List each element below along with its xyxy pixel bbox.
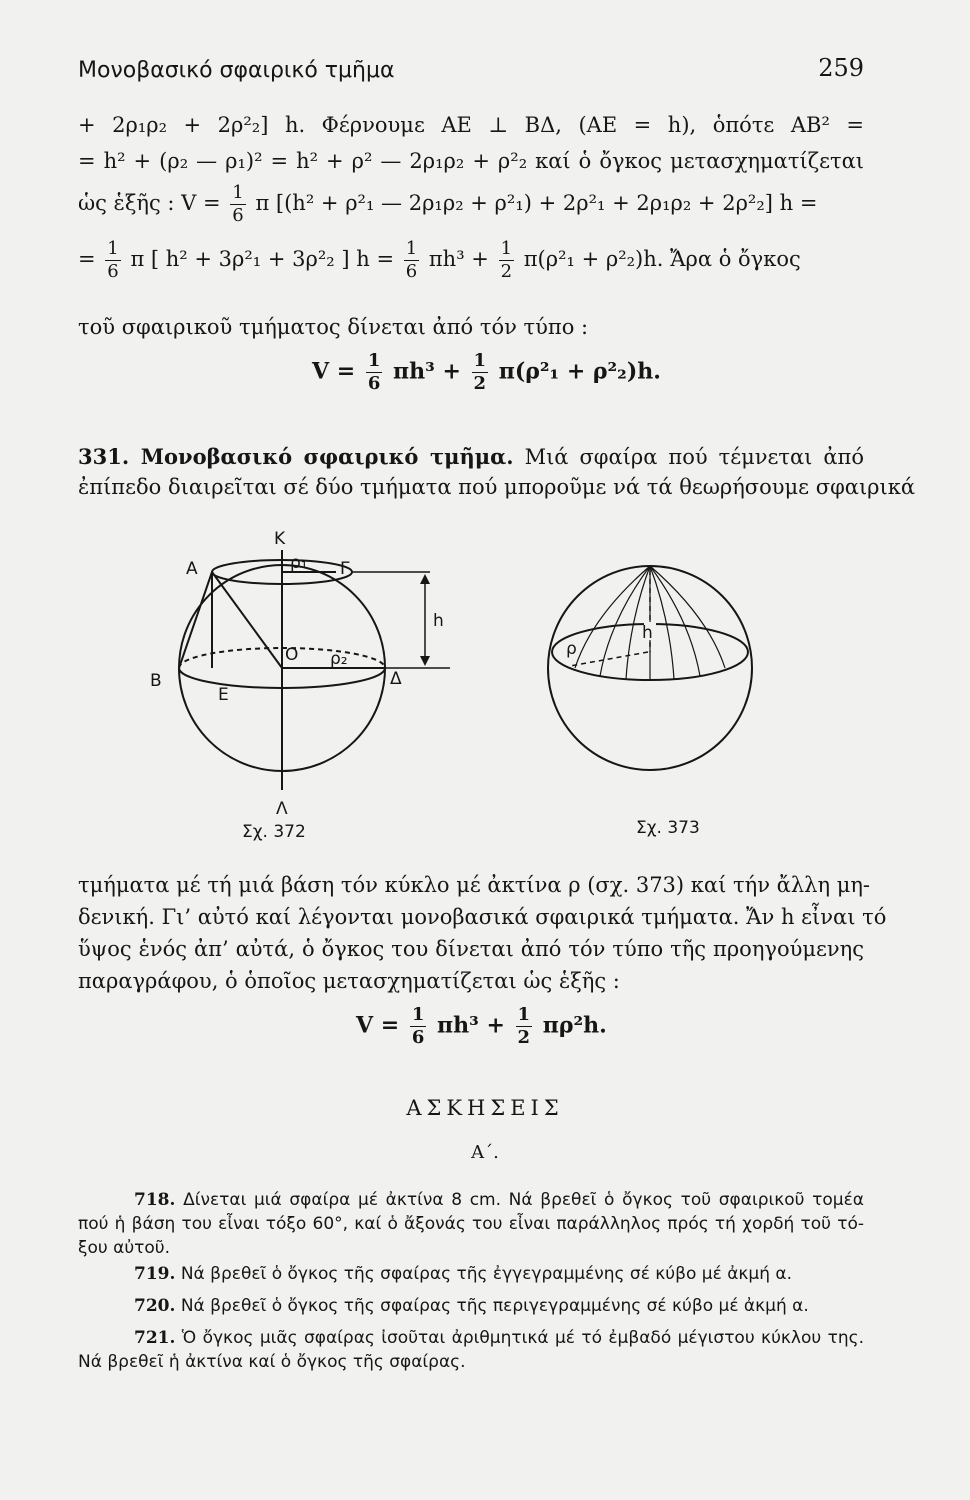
figure-373-single-base-segment — [530, 560, 770, 790]
fraction: $\frac{1}{6}$ — [411, 1004, 425, 1048]
volume-formula-1: V = $\frac{1}{6}$ πh³ + $\frac{1}{2}$ π(ρ²₁ + ρ²₂)h. — [312, 350, 661, 394]
exercises-subtitle: Α΄. — [471, 1142, 499, 1163]
chord-AB — [179, 572, 212, 668]
label-G: Γ — [340, 559, 350, 579]
paragraph-line-1: τμήματα μέ τή μιά βάση τόν κύκλο μέ ἀκτίνα ρ (σχ. 373) καί τήν ἄλλη μη- — [78, 873, 871, 897]
label-h: h — [433, 611, 444, 631]
exercise-721: 721. Ὁ ὄγκος μιᾶς σφαίρας ἰσοῦται ἀριθμητικά μέ τό ἐμβαδό μέγιστου κύκλου της. Νά βρεθεῖ ἡ ἀκτίνα καί ὁ ὄγκος τῆς σφαίρας. — [78, 1328, 865, 1372]
arrow-head-down — [420, 656, 430, 666]
exercise-719: 719. Νά βρεθεῖ ὁ ὄγκος τῆς σφαίρας τῆς ἐγγεγραμμένης σέ κύβο μέ ἀκμή α. — [134, 1264, 793, 1284]
exercise-718: 718. Δίνεται μιά σφαίρα μέ ἀκτίνα 8 cm. Νά βρεθεῖ ὁ ὄγκος τοῦ σφαιρικοῦ τομέα πού ἡ βάση του εἶναι τόξο 60°, καί ὁ ἄξονάς του εἶναι παράλληλος πρός τή χορδή τοῦ τό- ξου αὐτοῦ. — [78, 1190, 864, 1258]
segment-AO — [212, 572, 282, 668]
label-K: Κ — [274, 529, 286, 549]
volume-formula-2: V = $\frac{1}{6}$ πh³ + $\frac{1}{2}$ πρ²h. — [356, 1004, 607, 1048]
derivation-line-1: + 2ρ₁ρ₂ + 2ρ²₂] h. Φέρνουμε ΑΕ ⊥ ΒΔ, (ΑΕ = h), ὁπότε ΑΒ² = — [78, 113, 864, 137]
fraction: $\frac{1}{2}$ — [500, 238, 513, 282]
derivation-line-2: = h² + (ρ₂ — ρ₁)² = h² + ρ² — 2ρ₁ρ₂ + ρ²₂ καί ὁ ὄγκος μετασχηματίζεται — [78, 149, 864, 173]
paragraph-line-3: ὕψος ἑνός ἀπ’ αὐτά, ὁ ὄγκος του δίνεται ἀπό τόν τύπο τῆς προηγούμενης — [78, 937, 864, 961]
fraction: $\frac{1}{2}$ — [473, 350, 487, 394]
caption-figure-372: Σχ. 372 — [242, 822, 306, 842]
radius-rho — [570, 652, 648, 666]
derivation-line-4: = $\frac{1}{6}$ π [ h² + 3ρ²₁ + 3ρ²₂ ] h = $\frac{1}{6}$ πh³ + $\frac{1}{2}$ π(ρ²₁ + ρ²₂)h. Ἄρα ὁ ὄγκος — [78, 238, 801, 282]
label-rho2: ρ₂ — [330, 649, 348, 669]
paragraph-line-4: παραγράφου, ὁ ὁποῖος μετασχηματίζεται ὡς ἑξῆς : — [78, 969, 620, 993]
fraction: $\frac{1}{6}$ — [367, 350, 381, 394]
label-O: Ο — [285, 645, 299, 665]
paragraph-line-2: δενική. Γι’ αὐτό καί λέγονται μονοβασικά σφαιρικά τμήματα. Ἄν h εἶναι τό — [78, 905, 887, 929]
running-title: Μονοβασικό σφαιρικό τμῆμα — [78, 58, 395, 83]
arrow-head-up — [420, 574, 430, 584]
exercises-title: ΑΣΚΗΣΕΙΣ — [406, 1096, 564, 1120]
label-rho: ρ — [566, 639, 577, 659]
fraction: $\frac{1}{6}$ — [232, 182, 244, 226]
fraction: $\frac{1}{2}$ — [517, 1004, 531, 1048]
section-heading: 331. Μονοβασικό σφαιρικό τμῆμα. — [78, 444, 514, 469]
section-331-line-1: 331. Μονοβασικό σφαιρικό τμῆμα. Μιά σφαίρα πού τέμνεται ἀπό — [78, 444, 865, 469]
label-D: Δ — [390, 669, 402, 689]
figure-372-spherical-segment — [140, 528, 470, 828]
derivation-line-5: τοῦ σφαιρικοῦ τμήματος δίνεται ἀπό τόν τύπο : — [78, 315, 589, 339]
caption-figure-373: Σχ. 373 — [636, 818, 700, 838]
label-A: Α — [186, 559, 198, 579]
fraction: $\frac{1}{6}$ — [107, 238, 119, 282]
label-L: Λ — [276, 799, 288, 819]
exercise-720: 720. Νά βρεθεῖ ὁ ὄγκος τῆς σφαίρας τῆς περιγεγραμμένης σέ κύβο μέ ἀκμή α. — [134, 1296, 809, 1316]
derivation-line-3: ὡς ἑξῆς : V = $\frac{1}{6}$ π [(h² + ρ²₁ — 2ρ₁ρ₂ + ρ²₁) + 2ρ²₁ + 2ρ₁ρ₂ + 2ρ²₂] h = — [78, 182, 818, 226]
label-E: Ε — [218, 685, 229, 705]
label-B: Β — [150, 671, 162, 691]
label-h: h — [642, 623, 653, 643]
page-header — [78, 54, 864, 92]
page-number: 259 — [818, 54, 864, 82]
label-rho1: ρ₁ — [290, 553, 308, 573]
section-331-line-2: ἐπίπεδο διαιρεῖται σέ δύο τμήματα πού μποροῦμε νά τά θεωρήσουμε σφαιρικά — [78, 475, 916, 499]
fraction: $\frac{1}{6}$ — [405, 238, 418, 282]
